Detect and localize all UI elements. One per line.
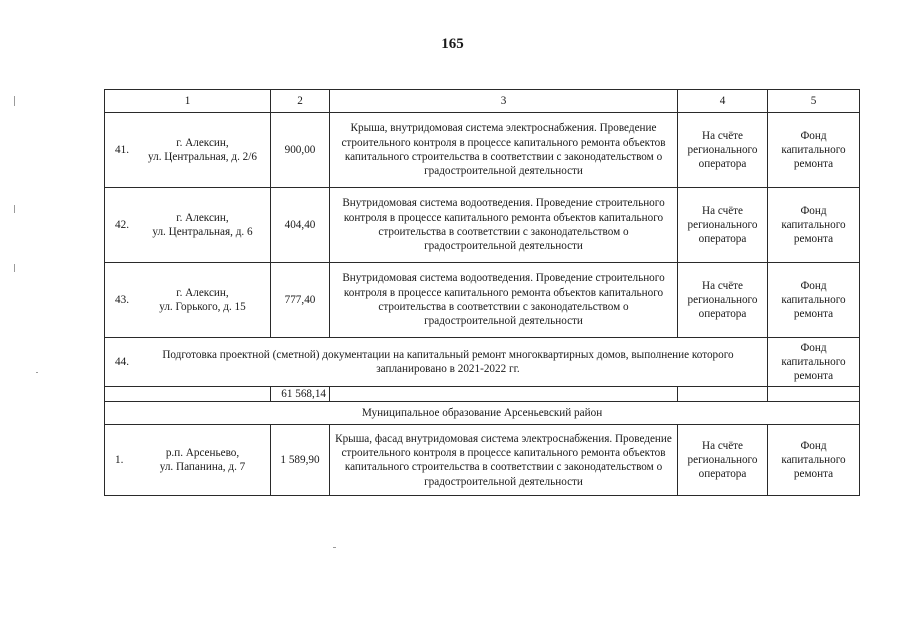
capital-repair-table <box>104 89 860 496</box>
total-empty-cell <box>330 387 678 402</box>
address-city: г. Алексин, <box>176 211 229 224</box>
address-cell <box>105 188 271 263</box>
row-number: 1. <box>115 454 124 467</box>
works-cell: Внутридомовая система водоотведения. Проведение строительного контроля в процессе капитального ремонта объектов капитального строительства в соответствии с законодательством о градостроительной деятельности <box>330 263 678 338</box>
table-row-design-docs <box>105 338 860 387</box>
address-street: ул. Горького, д. 15 <box>159 301 246 313</box>
row-number: 41. <box>115 143 129 156</box>
address-cell <box>105 263 271 338</box>
address-street: ул. Папанина, д. 7 <box>159 461 246 474</box>
design-docs-cell <box>105 338 768 387</box>
column-number-2: 2 <box>271 90 330 113</box>
scan-speck <box>333 547 336 548</box>
column-number-3: 3 <box>330 90 678 113</box>
total-value: 61 568,14 <box>271 387 330 402</box>
account-cell: На счёте регионального оператора <box>678 188 768 263</box>
column-number-5: 5 <box>768 90 860 113</box>
column-number-4: 4 <box>678 90 768 113</box>
works-cell: Крыша, фасад внутридомовая система электроснабжения. Проведение строительного контроля в процессе капитального ремонта объектов капитального строительства в соответствии с законодательством о градостроительной деятельности <box>330 425 678 496</box>
account-cell: На счёте регионального оператора <box>678 425 768 496</box>
scan-speck <box>14 264 15 272</box>
cost-cell: 900,00 <box>271 113 330 188</box>
address-street: ул. Центральная, д. 2/6 <box>148 151 257 163</box>
source-cell: Фонд капитального ремонта <box>768 188 860 263</box>
works-cell: Крыша, внутридомовая система электроснабжения. Проведение строительного контроля в процессе капитального ремонта объектов капитального строительства в соответствии с законодательством о градостроительной деятельности <box>330 113 678 188</box>
address-cell <box>105 425 271 496</box>
works-cell: Внутридомовая система водоотведения. Проведение строительного контроля в процессе капитального ремонта объектов капитального строительства в соответствии с законодательством о градостроительной деятельности <box>330 188 678 263</box>
design-docs-text: Подготовка проектной (сметной) документации на капитальный ремонт многоквартирных домов, выполнение которого запланировано в 2021-2022 гг. <box>162 348 734 375</box>
section-title: Муниципальное образование Арсеньевский район <box>105 402 860 425</box>
account-cell: На счёте регионального оператора <box>678 113 768 188</box>
total-row <box>105 387 860 402</box>
column-number-1: 1 <box>105 90 271 113</box>
section-heading-row <box>105 402 860 425</box>
table-row <box>105 263 860 338</box>
table-row <box>105 188 860 263</box>
address-city: г. Алексин, <box>176 286 229 299</box>
account-cell: На счёте регионального оператора <box>678 263 768 338</box>
table-header-row <box>105 90 860 113</box>
address-street: ул. Центральная, д. 6 <box>152 226 253 238</box>
cost-cell: 777,40 <box>271 263 330 338</box>
cost-cell: 1 589,90 <box>271 425 330 496</box>
total-empty-cell <box>678 387 768 402</box>
scan-speck <box>14 205 15 213</box>
address-city: р.п. Арсеньево, <box>165 447 240 459</box>
table-row <box>105 425 860 496</box>
source-cell: Фонд капитального ремонта <box>768 338 860 387</box>
scan-speck <box>14 96 15 106</box>
source-cell: Фонд капитального ремонта <box>768 263 860 338</box>
address-city: г. Алексин, <box>176 136 229 149</box>
source-cell: Фонд капитального ремонта <box>768 425 860 496</box>
source-cell: Фонд капитального ремонта <box>768 113 860 188</box>
row-number: 44. <box>115 355 129 368</box>
address-cell <box>105 113 271 188</box>
table-row <box>105 113 860 188</box>
total-empty-cell <box>105 387 271 402</box>
total-empty-cell <box>768 387 860 402</box>
cost-cell: 404,40 <box>271 188 330 263</box>
row-number: 43. <box>115 293 129 306</box>
page-number: 165 <box>441 36 464 52</box>
row-number: 42. <box>115 218 129 231</box>
scan-speck <box>36 372 38 373</box>
